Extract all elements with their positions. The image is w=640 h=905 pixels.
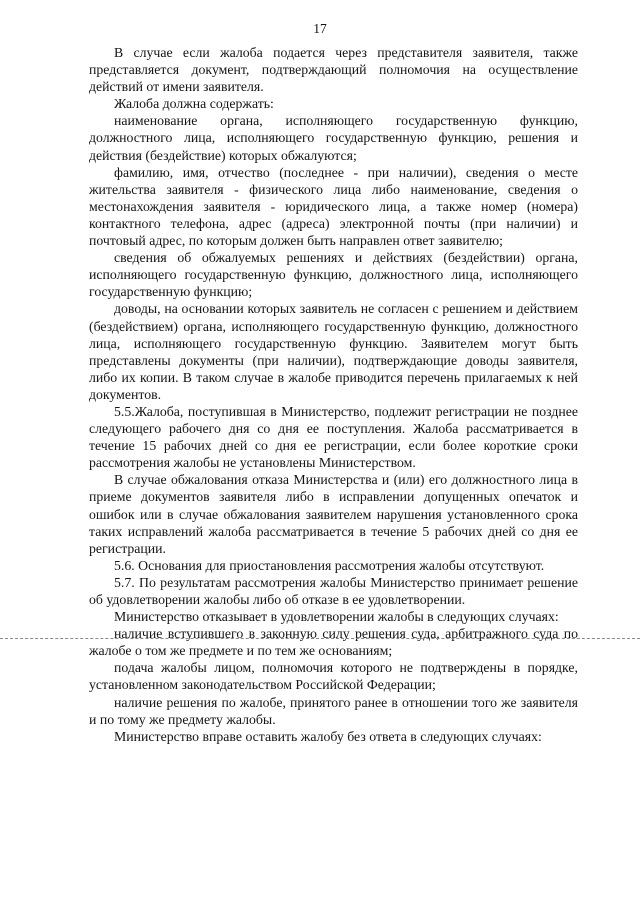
paragraph-prior-decision: наличие решения по жалобе, принятого ранее в отношении того же заявителя и по тому же предмету жалобы.	[89, 694, 578, 727]
page-number: 17	[313, 21, 327, 36]
paragraph-5-5-registration: 5.5.Жалоба, поступившая в Министерство, подлежит регистрации не позднее следующего рабочего дня со дня ее поступления. Жалоба рассматривается в течение 15 рабочих дней со дня ее регистрации, если более короткие сроки рассмотрения жалобы не установлены Министерством.	[89, 403, 578, 471]
paragraph-unconfirmed-authority: подача жалобы лицом, полномочия которого не подтверждены в порядке, установленном законодательством Российской Федерации;	[89, 660, 578, 693]
paragraph-applicant-details: фамилию, имя, отчество (последнее - при наличии), сведения о месте жительства заявителя - физического лица либо наименование, сведения о местонахождения заявителя - юридического лица, а также номер (номера) контактного телефона, адрес (адреса) электронной почты (при наличии) и почтовый адрес, по которым должен быть направлен ответ заявителю;	[89, 164, 578, 249]
paragraph-appealed-decisions: сведения об обжалуемых решениях и действиях (бездействии) органа, исполняющего государственную функцию, должностного лица, исполняющего государственную функцию;	[89, 250, 578, 300]
paragraph-complaint-contents-intro: Жалоба должна содержать:	[114, 96, 274, 112]
paragraph-5-7-results: 5.7. По результатам рассмотрения жалобы Министерство принимает решение об удовлетворении жалобы либо об отказе в ее удовлетворении.	[89, 574, 578, 607]
paragraph-arguments: доводы, на основании которых заявитель не согласен с решением и действием (бездействием) органа, исполняющего государственную функцию, должностного лица, исполняющего государственную функцию. Заявителем могут быть представлены документы (при наличии), подтверждающие доводы заявителя, либо их копии. В таком случае в жалобе приводится перечень прилагаемых к ней документов.	[89, 301, 578, 402]
paragraph-5-6-no-suspension: 5.6. Основания для приостановления рассмотрения жалобы отсутствуют.	[114, 557, 545, 573]
paragraph-refusal-appeal: В случае обжалования отказа Министерства и (или) его должностного лица в приеме документов заявителя либо в исправлении допущенных опечаток и ошибок или в случае обжалования заявителем нарушения установленного срока таких исправлений жалоба рассматривается в течение 5 рабочих дней со дня ее регистрации.	[89, 472, 578, 556]
paragraph-refusal-cases-intro: Министерство отказывает в удовлетворении жалобы в следующих случаях:	[114, 609, 559, 625]
body-text	[89, 44, 578, 745]
paragraph-representative-document: В случае если жалоба подается через представителя заявителя, также представляется документ, подтверждающий полномочия на осуществление действий от имени заявителя.	[89, 45, 578, 95]
paragraph-no-response-cases: Министерство вправе оставить жалобу без ответа в следующих случаях:	[114, 728, 542, 744]
paragraph-court-decision: наличие вступившего в законную силу решения суда, арбитражного суда по жалобе о том же предмете и по тем же основаниям;	[89, 626, 578, 659]
paragraph-body-name: наименование органа, исполняющего государственную функцию, должностного лица, исполняющего государственную функцию, решения и действия (бездействие) которых обжалуются;	[89, 113, 578, 163]
page-fold-line	[0, 638, 640, 639]
